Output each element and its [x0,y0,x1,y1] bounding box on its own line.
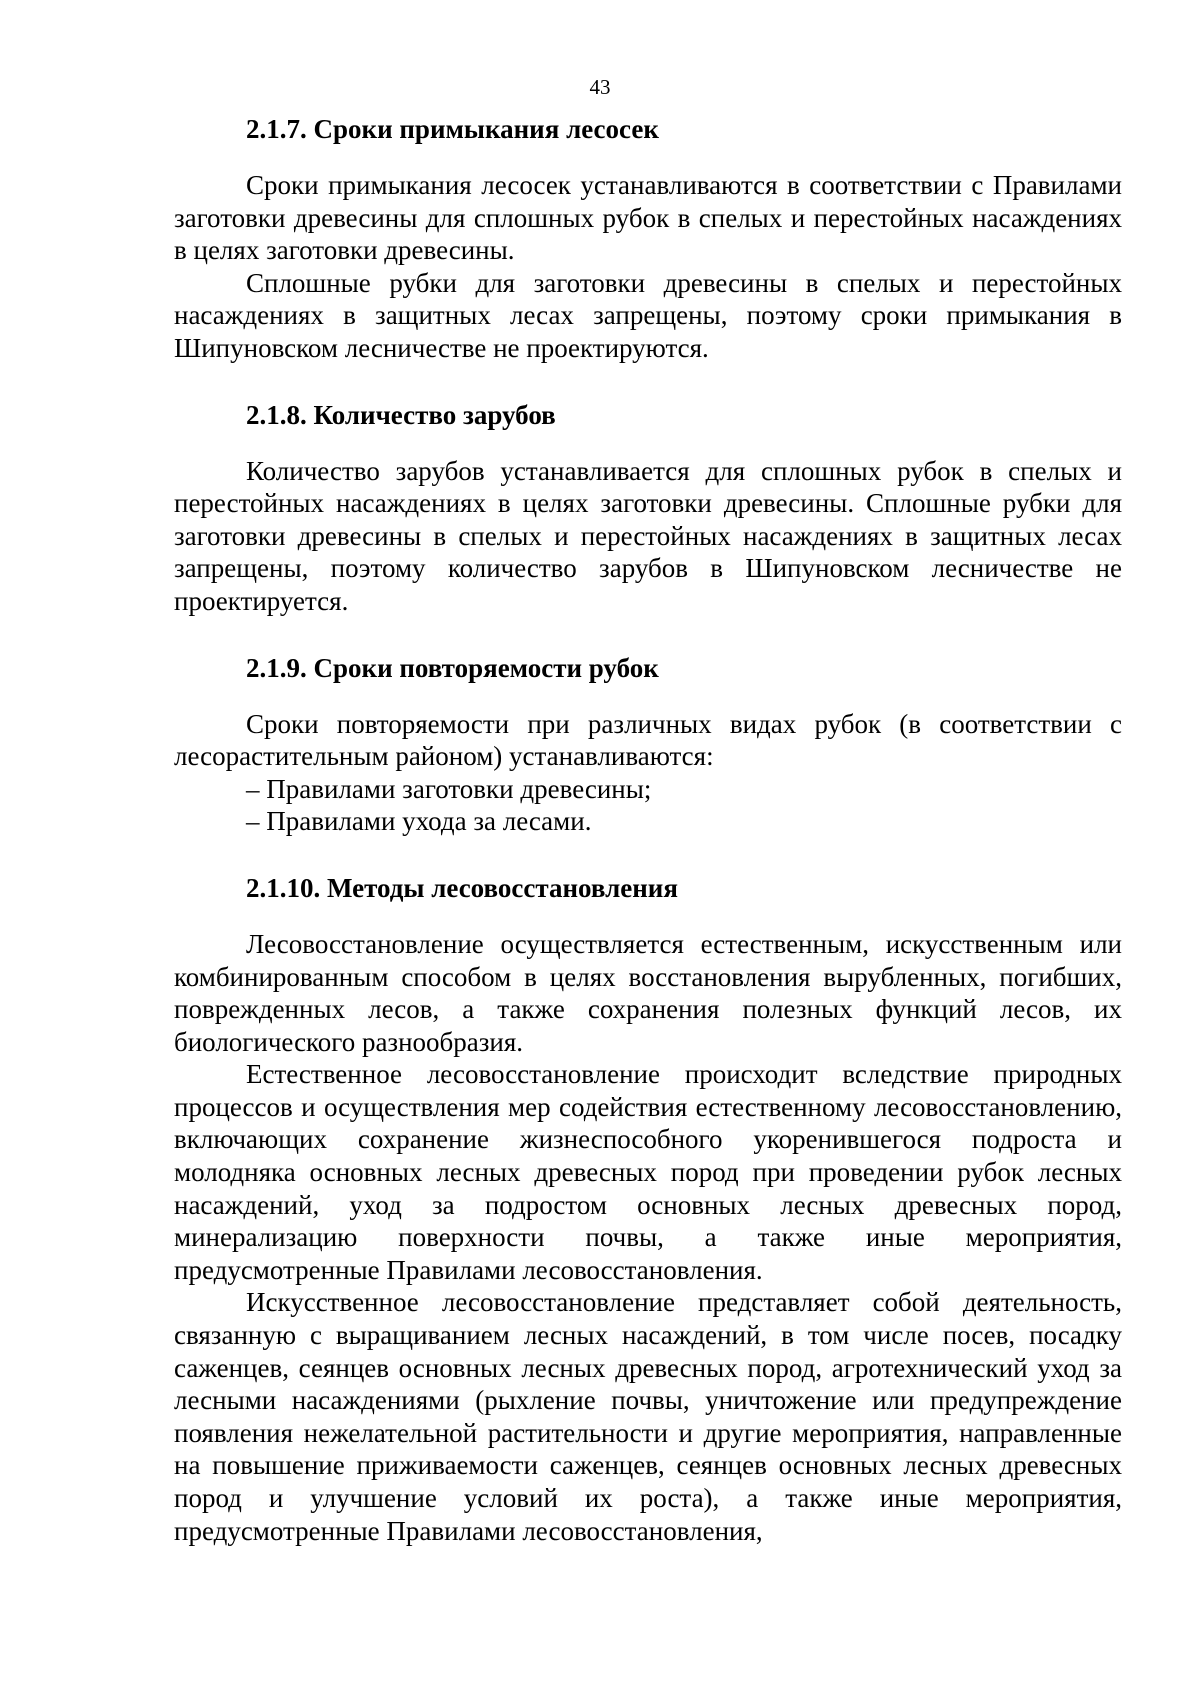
paragraph: Искусственное лесовосстановление представляет собой деятельность, связанную с выращиванием лесных насаждений, в том числе посев, посадку саженцев, сеянцев основных лесных древесных пород, агротехнический уход за лесными насаждениями (рыхление почвы, уничтожение или предупреждение появления нежелательной растительности и другие мероприятия, направленные на повышение приживаемости саженцев, сеянцев основных лесных древесных пород и улучшение условий их роста), а также иные мероприятия, предусмотренные Правилами лесовосстановления, [174,1287,1122,1546]
paragraph: Количество зарубов устанавливается для сплошных рубок в спелых и перестойных насаждениях в целях заготовки древесины. Сплошные рубки для заготовки древесины в спелых и перестойных насаждениях в защитных лесах запрещены, поэтому количество зарубов в Шипуновском лесничестве не проектируется. [174,455,1122,616]
list-item: – Правилами ухода за лесами. [246,806,592,837]
section-heading: 2.1.10. Методы лесовосстановления [246,872,678,903]
section-2-1-10 [174,871,1122,1547]
paragraph: Лесовосстановление осуществляется естественным, искусственным или комбинированным способом в целях восстановления вырубленных, погибших, поврежденных лесов, а также сохранения полезных функций лесов, их биологического разнообразия. [174,928,1122,1057]
section-heading: 2.1.9. Сроки повторяемости рубок [246,652,659,683]
paragraph: Сроки примыкания лесосек устанавливаются в соответствии с Правилами заготовки древесины для сплошных рубок в спелых и перестойных насаждениях в целях заготовки древесины. [174,170,1122,266]
paragraph: Естественное лесовосстановление происходит вследствие природных процессов и осуществления мер содействия естественному лесовосстановлению, включающих сохранение жизнеспособного укоренившегося подроста и молодняка основных лесных древесных пород при проведении рубок лесных насаждений, уход за подростом основных лесных древесных пород, минерализацию поверхности почвы, а также иные мероприятия, предусмотренные Правилами лесовосстановления. [174,1059,1122,1285]
section-2-1-7 [174,112,1122,365]
section-heading: 2.1.7. Сроки примыкания лесосек [246,114,659,144]
section-2-1-8 [174,398,1122,618]
list-item: – Правилами заготовки древесины; [246,773,652,804]
paragraph: Сплошные рубки для заготовки древесины в спелых и перестойных насаждениях в защитных лесах запрещены, поэтому сроки примыкания в Шипуновском лесничестве не проектируются. [174,267,1122,363]
paragraph: Сроки повторяемости при различных видах рубок (в соответствии с лесорастительным районом) устанавливаются: [174,708,1122,772]
page-number: 43 [589,75,611,99]
section-2-1-9 [174,651,1122,838]
section-heading: 2.1.8. Количество зарубов [246,399,556,430]
page-content [174,112,1122,1547]
